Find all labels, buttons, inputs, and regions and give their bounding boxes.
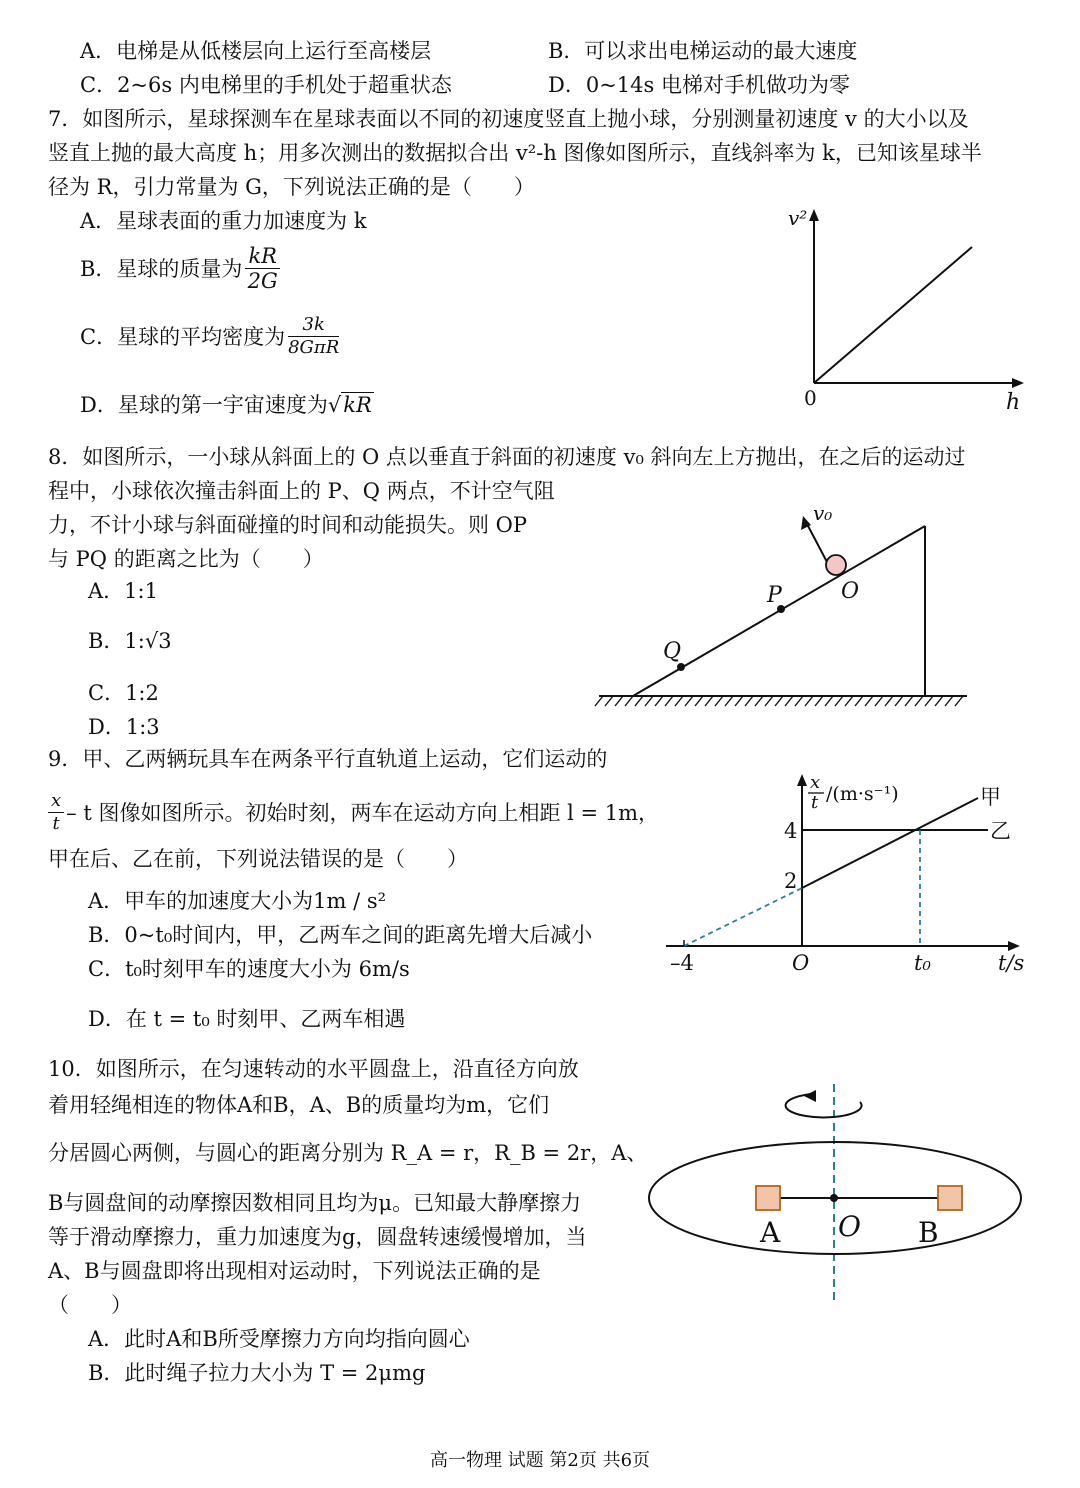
q9-extrapolation-dashed — [684, 888, 802, 946]
q8-label-v0: v₀ — [813, 501, 833, 525]
q6-option-a: A．电梯是从低楼层向上运行至高楼层 — [80, 39, 432, 63]
q9-option-c: C．t₀时刻甲车的速度大小为 6m/s — [88, 957, 410, 981]
q10-option-b: B．此时绳子拉力大小为 T = 2μmg — [88, 1361, 426, 1385]
q7-option-d-radical: √ — [327, 393, 342, 417]
q9-tick-neg4: –4 — [670, 951, 694, 975]
q7-option-a: A．星球表面的重力加速度为 k — [80, 209, 367, 233]
q9-origin: O — [792, 951, 810, 975]
q7-b-den: 2G — [247, 269, 278, 293]
q10-disk-figure — [640, 1080, 1030, 1310]
q7-c-den: 8GπR — [288, 337, 340, 358]
q9-line-jia — [802, 798, 978, 888]
q9-ylabel-unit: /(m·s⁻¹) — [826, 783, 899, 805]
q7-stem-line2: 竖直上抛的最大高度 h；用多次测出的数据拟合出 v²-h 图像如图所示，直线斜率为 k，已知该星球半 — [48, 141, 982, 165]
q7-b-num: kR — [245, 244, 280, 269]
q7-option-b-prefix: B．星球的质量为 — [80, 256, 243, 281]
q6-option-b: B．可以求出电梯运动的最大速度 — [548, 39, 858, 63]
page-footer: 高一物理 试题 第2页 共6页 — [429, 1450, 651, 1471]
q8-label-o: O — [841, 579, 860, 604]
q10-stem-line5: 等于滑动摩擦力，重力加速度为g，圆盘转速缓慢增加，当 — [48, 1225, 587, 1249]
q10-stem-line3: 分居圆心两侧，与圆心的距离分别为 R_A = r，R_B = 2r，A、 — [48, 1141, 648, 1165]
q9-stem-line1: 9．甲、乙两辆玩具车在两条平行直轨道上运动，它们运动的 — [48, 747, 608, 771]
q9-ylabel-num: x — [810, 772, 821, 793]
q8-stem-line4: 与 PQ 的距离之比为（ ） — [48, 547, 324, 571]
q10-stem-line4: B与圆盘间的动摩擦因数相同且均为μ。已知最大静摩擦力 — [48, 1191, 582, 1215]
q8-v0-arrow — [807, 524, 827, 562]
q7-option-b-fraction — [245, 244, 280, 293]
q7-option-d — [80, 390, 374, 420]
q8-label-q: Q — [663, 639, 682, 664]
q10-block-b — [938, 1186, 962, 1210]
q7-graph-origin: 0 — [804, 386, 817, 410]
q7-v2-h-graph — [770, 205, 1040, 415]
q10-label-b: B — [918, 1216, 939, 1249]
q10-rotation-arrow — [786, 1094, 862, 1117]
q8-ball — [826, 555, 846, 575]
q7-stem-line1: 7．如图所示，星球探测车在星球表面以不同的初速度竖直上抛小球，分别测量初速度 v 的大小以及 — [48, 107, 969, 131]
q9-x-over-t — [48, 790, 64, 835]
q10-stem-line7: （ ） — [48, 1293, 132, 1317]
q7-option-d-prefix: D．星球的第一宇宙速度为 — [80, 393, 328, 417]
q8-incline-figure — [595, 500, 975, 715]
q7-option-b — [80, 244, 283, 293]
q8-stem-line3: 力，不计小球与斜面碰撞的时间和动能损失。则 OP — [48, 513, 528, 537]
q8-option-b: B．1:√3 — [88, 629, 172, 653]
q9-tick-t0: t₀ — [914, 951, 931, 975]
q9-stem-line2 — [48, 790, 659, 835]
q8-ground-hatching — [595, 696, 963, 706]
q10-stem-line6: A、B与圆盘即将出现相对运动时，下列说法正确的是 — [48, 1259, 541, 1283]
q9-option-d: D．在 t = t₀ 时刻甲、乙两车相遇 — [88, 1007, 406, 1031]
q10-label-o: O — [838, 1210, 861, 1243]
q9-tick-2: 2 — [784, 869, 798, 893]
q8-stem-line2: 程中，小球依次撞击斜面上的 P、Q 两点，不计空气阻 — [48, 479, 555, 503]
q9-frac-den: t — [52, 813, 60, 834]
q9-xlabel: t/s — [998, 951, 1025, 975]
q7-c-num: 3k — [288, 314, 339, 337]
q8-label-p: P — [767, 583, 782, 608]
q7-graph-x-label: h — [1006, 390, 1021, 415]
q9-option-a: A．甲车的加速度大小为1m / s² — [88, 889, 387, 913]
q10-label-a: A — [760, 1216, 781, 1249]
q7-option-d-radicand: kR — [343, 393, 372, 417]
q9-xt-graph — [660, 770, 1040, 980]
q9-option-b: B．0~t₀时间内，甲，乙两车之间的距离先增大后减小 — [88, 923, 593, 947]
q9-label-jia: 甲 — [980, 785, 1001, 809]
q7-graph-y-label: v² — [788, 206, 808, 230]
q10-option-a: A．此时A和B所受摩擦力方向均指向圆心 — [88, 1327, 470, 1351]
q9-stem-line2-rest: – t 图像如图所示。初始时刻，两车在运动方向上相距 l = 1m， — [66, 800, 660, 825]
q6-option-c: C．2~6s 内电梯里的手机处于超重状态 — [80, 73, 452, 97]
q10-stem-line1: 10．如图所示，在匀速转动的水平圆盘上，沿直径方向放 — [48, 1057, 579, 1081]
q7-option-c — [80, 314, 342, 359]
q6-option-d: D．0~14s 电梯对手机做功为零 — [548, 73, 850, 97]
q7-option-c-fraction — [288, 314, 339, 359]
q8-stem-line1: 8．如图所示，一小球从斜面上的 O 点以垂直于斜面的初速度 v₀ 斜向左上方抛出，在之后的运动过 — [48, 445, 966, 469]
q7-fit-line — [814, 247, 972, 383]
q8-option-c: C．1:2 — [88, 681, 159, 705]
q8-option-d: D．1:3 — [88, 715, 160, 739]
q9-tick-4: 4 — [784, 819, 798, 843]
q10-center-point — [830, 1194, 838, 1202]
q8-point-q — [677, 663, 685, 671]
q7-option-c-prefix: C．星球的平均密度为 — [80, 324, 286, 349]
q8-option-a: A．1:1 — [88, 579, 158, 603]
q9-ylabel-den: t — [811, 792, 819, 813]
q9-label-yi: 乙 — [990, 819, 1011, 843]
q9-frac-num: x — [48, 790, 64, 813]
q9-stem-line3: 甲在后、乙在前，下列说法错误的是（ ） — [48, 847, 468, 871]
q10-block-a — [756, 1186, 780, 1210]
q10-stem-line2: 着用轻绳相连的物体A和B，A、B的质量均为m，它们 — [48, 1093, 550, 1117]
q7-stem-line3: 径为 R，引力常量为 G，下列说法正确的是（ ） — [48, 175, 535, 199]
